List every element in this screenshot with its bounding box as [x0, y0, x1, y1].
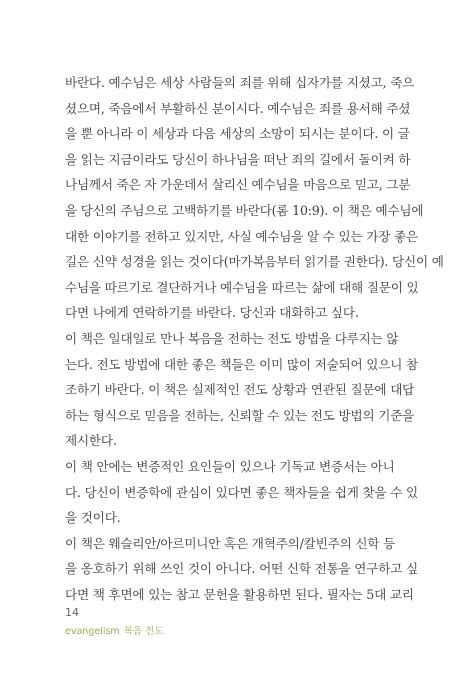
text-line: 제시한다. — [65, 433, 117, 449]
running-head — [65, 623, 163, 637]
text-line: 을 당신의 주님으로 고백하기를 바란다(롬 10:9). 이 책은 예수님에 — [65, 202, 424, 218]
text-line: 길은 신약 성경을 읽는 것이다(마가복음부터 읽기를 권한다). 당신이 예 — [65, 254, 444, 270]
text-line: 수님을 따르기로 결단하거나 예수님을 따르는 삶에 대해 질문이 있 — [65, 279, 419, 295]
text-line: 다면 나에게 연락하기를 바란다. 당신과 대화하고 싶다. — [65, 305, 359, 321]
text-line: 을 뿐 아니라 이 세상과 다음 세상의 소망이 되시는 분이다. 이 글 — [65, 126, 410, 142]
text-line: 을 옹호하기 위해 쓰인 것이 아니다. 어떤 신학 전통을 연구하고 싶 — [65, 561, 418, 577]
text-line: 이 책 안에는 변증적인 요인들이 있으나 기독교 변증서는 아니 — [65, 458, 395, 474]
text-line: 는다. 전도 방법에 대한 좋은 책들은 이미 많이 저술되어 있으니 참 — [65, 356, 418, 372]
running-head-english: evangelism — [65, 626, 120, 637]
text-line: 이 책은 웨슬리안/아르미니안 혹은 개혁주의/칼빈주의 신학 등 — [65, 535, 396, 551]
text-line: 이 책은 일대일로 만나 복음을 전하는 전도 방법을 다루지는 않 — [65, 330, 399, 346]
running-head-korean: 복음 전도 — [123, 626, 164, 637]
text-line: 바란다. 예수님은 세상 사람들의 죄를 위해 십자가를 지셨고, 죽으 — [65, 75, 415, 90]
text-line: 을 것이다. — [65, 510, 121, 526]
text-line: 하는 형식으로 믿음을 전하는, 신뢰할 수 있는 전도 방법의 기준을 — [65, 407, 415, 423]
body-text — [65, 70, 444, 607]
page-number: 14 — [65, 606, 79, 619]
text-line: 다면 책 후면에 있는 참고 문헌을 활용하면 된다. 필자는 5대 교리 — [65, 586, 414, 602]
text-line: 다. 당신이 변증학에 관심이 있다면 좋은 책자들을 쉽게 찾을 수 있 — [65, 484, 418, 500]
page-footer — [65, 606, 163, 637]
text-line: 나님께서 죽은 자 가운데서 살리신 예수님을 마음으로 믿고, 그분 — [65, 177, 411, 193]
text-line: 셨으며, 죽음에서 부활하신 분이시다. 예수님은 죄를 용서해 주셨 — [65, 100, 411, 116]
text-line: 을 읽는 지금이라도 당신이 하나님을 떠난 죄의 길에서 돌이켜 하 — [65, 151, 411, 167]
text-line: 조하기 바란다. 이 책은 실제적인 전도 상황과 연관된 질문에 대답 — [65, 382, 415, 398]
text-line: 대한 이야기를 전하고 있지만, 사실 예수님을 알 수 있는 가장 좋은 — [65, 228, 418, 244]
